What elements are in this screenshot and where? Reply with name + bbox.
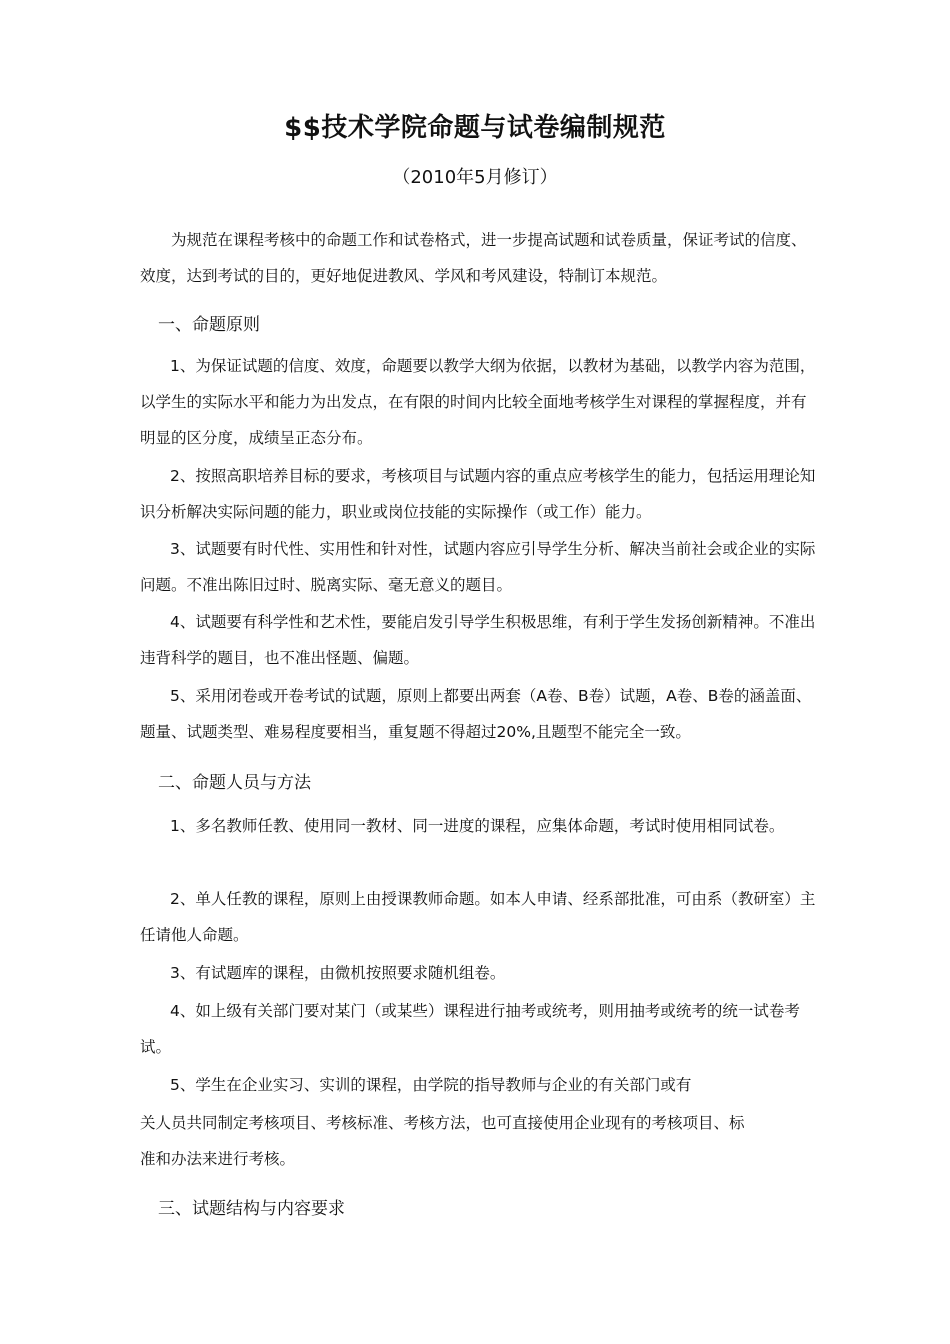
section-2-item-5-line-1: 5、学生在企业实习、实训的课程，由学院的指导教师与企业的有关部门或有 xyxy=(170,1076,692,1094)
document-subtitle: （2010年5月修订） xyxy=(392,167,558,188)
section-1-item-5: 5、采用闭卷或开卷考试的试题，原则上都要出两套（A卷、B卷）试题，A卷、B卷的涵盖面、题量、试题类型、难易程度要相当，重复题不得超过20%,且题型不能完全一致。 xyxy=(140,687,812,741)
section-2-item-5-line-3: 准和办法来进行考核。 xyxy=(140,1150,296,1168)
section-1-item-3: 3、试题要有时代性、实用性和针对性，试题内容应引导学生分析、解决当前社会或企业的实际问题。不准出陈旧过时、脱离实际、毫无意义的题目。 xyxy=(140,540,816,594)
section-1-item-2: 2、按照高职培养目标的要求，考核项目与试题内容的重点应考核学生的能力，包括运用理论知识分析解决实际问题的能力，职业或岗位技能的实际操作（或工作）能力。 xyxy=(140,467,816,521)
document-title: $$技术学院命题与试卷编制规范 xyxy=(284,113,666,143)
section-2-item-1: 1、多名教师任教、使用同一教材、同一进度的课程，应集体命题，考试时使用相同试卷。 xyxy=(170,817,785,835)
section-2-item-3: 3、有试题库的课程，由微机按照要求随机组卷。 xyxy=(170,964,506,982)
section-heading-1: 一、命题原则 xyxy=(158,315,260,335)
intro-paragraph: 为规范在课程考核中的命题工作和试卷格式，进一步提高试题和试卷质量，保证考试的信度、效度，达到考试的目的，更好地促进教风、学风和考风建设，特制订本规范。 xyxy=(140,231,807,285)
section-heading-2: 二、命题人员与方法 xyxy=(158,773,311,793)
section-heading-3: 三、试题结构与内容要求 xyxy=(158,1199,345,1219)
section-2-item-2: 2、单人任教的课程，原则上由授课教师命题。如本人申请、经系部批准，可由系（教研室）主任请他人命题。 xyxy=(140,890,816,944)
section-1-item-4: 4、试题要有科学性和艺术性，要能启发引导学生积极思维，有利于学生发扬创新精神。不准出违背科学的题目，也不准出怪题、偏题。 xyxy=(140,613,816,667)
section-2-item-5-line-2: 关人员共同制定考核项目、考核标准、考核方法，也可直接使用企业现有的考核项目、标 xyxy=(140,1114,745,1132)
section-1-item-1: 1、为保证试题的信度、效度，命题要以教学大纲为依据，以教材为基础，以教学内容为范围，以学生的实际水平和能力为出发点，在有限的时间内比较全面地考核学生对课程的掌握程度，并有明显的区分度，成绩呈正态分布。 xyxy=(140,357,816,447)
section-2-item-4: 4、如上级有关部门要对某门（或某些）课程进行抽考或统考，则用抽考或统考的统一试卷考试。 xyxy=(140,1002,800,1056)
